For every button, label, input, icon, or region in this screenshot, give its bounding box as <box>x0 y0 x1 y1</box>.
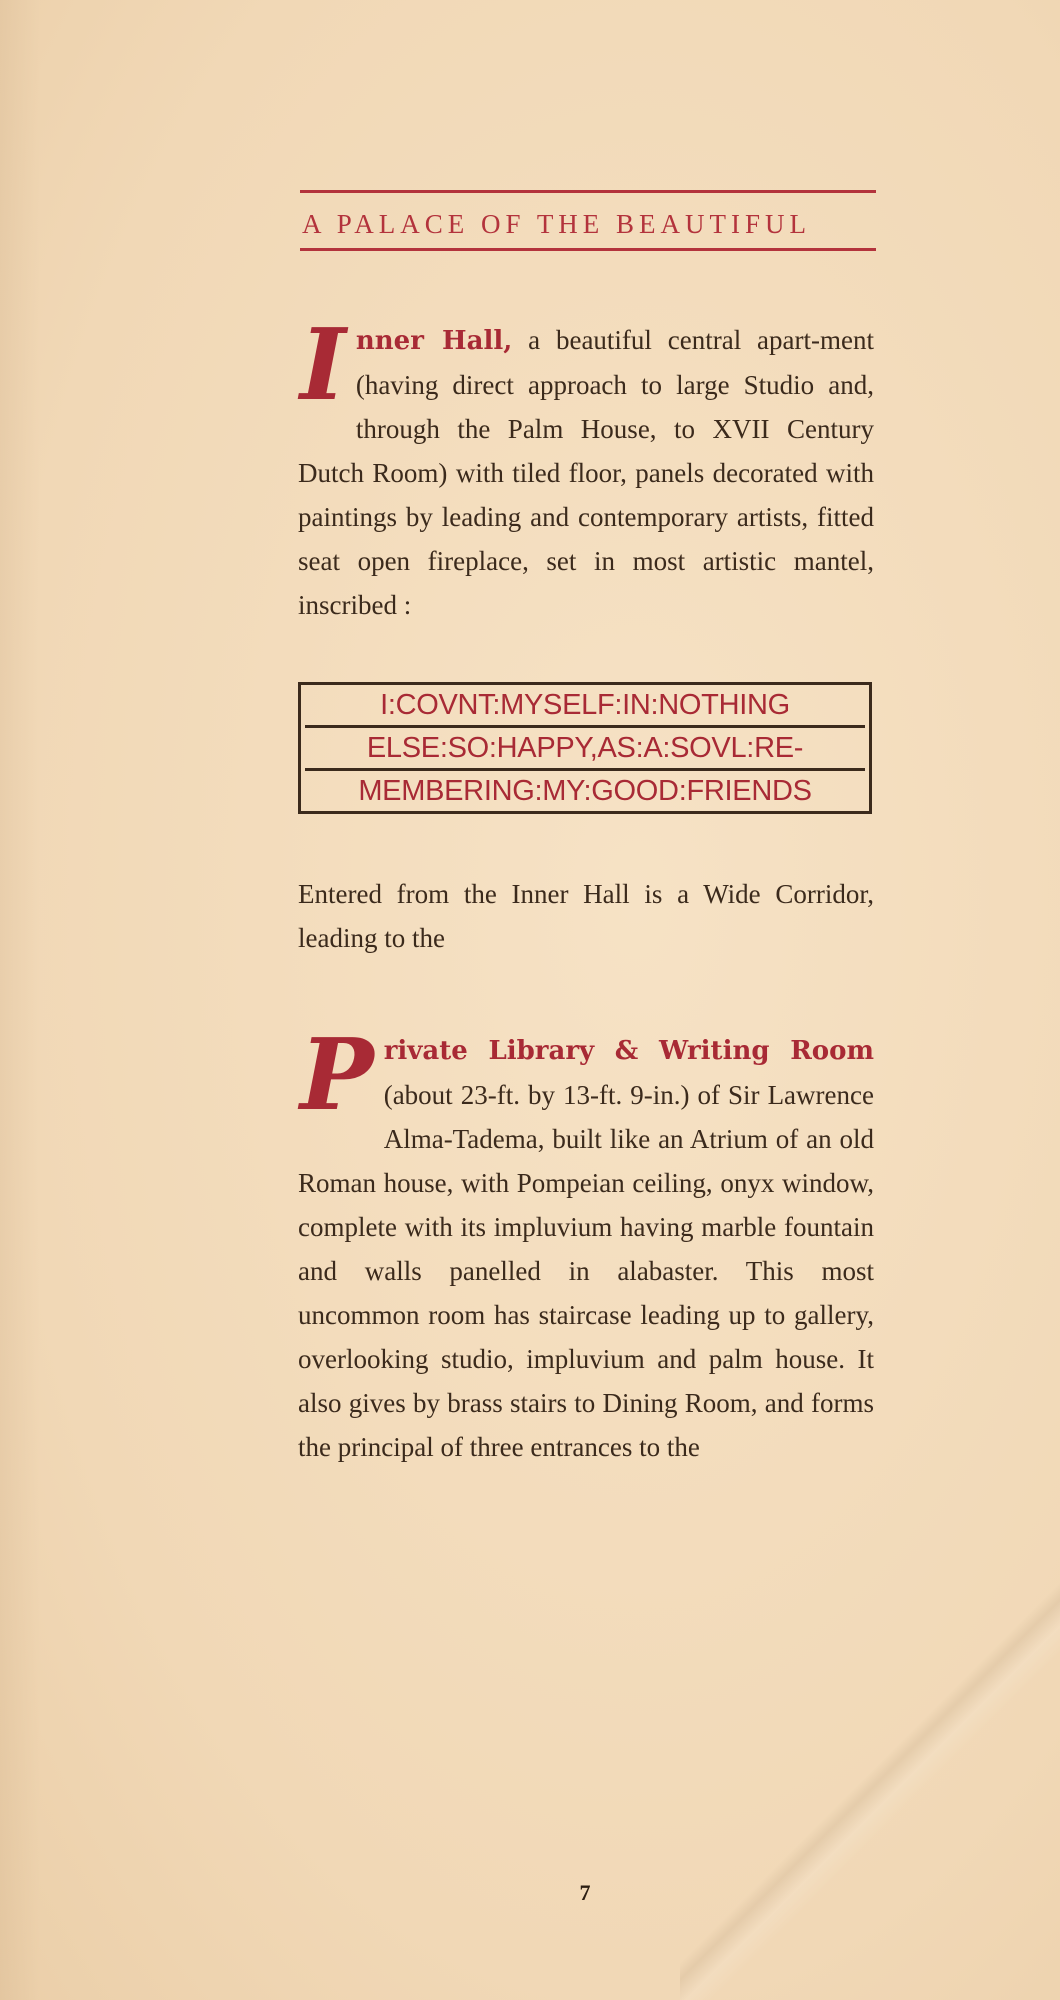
corridor-text: Entered from the Inner Hall is a Wide Corridor, leading to the <box>298 879 874 953</box>
mantel-inscription <box>298 682 872 814</box>
page-number: 7 <box>579 1880 591 1905</box>
inscription-line: ELSE:SO:HAPPY,AS:A:SOVL:RE- <box>305 728 865 771</box>
dropcap-p: P <box>300 1018 374 1133</box>
library-paragraph <box>298 1018 874 1469</box>
library-heading: rivate Library & Writing Room <box>383 1036 874 1066</box>
corridor-paragraph <box>298 872 874 960</box>
dropcap-i: I <box>300 308 346 423</box>
library-text: (about 23-ft. by 13-ft. 9-in.) of Sir Lawrence Alma-Tadema, built like an Atrium of an old Roman house, with Pompeian ceiling, onyx window, complete with its impluvium having marble fountain and walls panelled in alabaster. This most uncommon room has staircase leading up to gallery, overlooking studio, impluvium and palm house. It also gives by brass stairs to Dining Room, and forms the principal of three entrances to the <box>298 1080 874 1462</box>
inner-hall-heading: nner Hall, <box>355 326 513 356</box>
header-title: A PALACE OF THE BEAUTIFUL <box>302 209 812 239</box>
inner-hall-text: a beautiful central apart-ment (having direct approach to large Studio and, through the Palm House, to XVII Century Dutch Room) with tiled floor, panels decorated with paintings by leading and contemporary artists, fitted seat open fireplace, set in most artistic mantel, inscribed : <box>298 325 874 620</box>
inscription-line: MEMBERING:MY:GOOD:FRIENDS <box>358 775 812 807</box>
inner-hall-paragraph <box>298 308 874 627</box>
inscription-line: I:COVNT:MYSELF:IN:NOTHING <box>305 685 865 728</box>
paper-fold <box>680 1540 1060 2000</box>
running-header <box>300 190 876 251</box>
